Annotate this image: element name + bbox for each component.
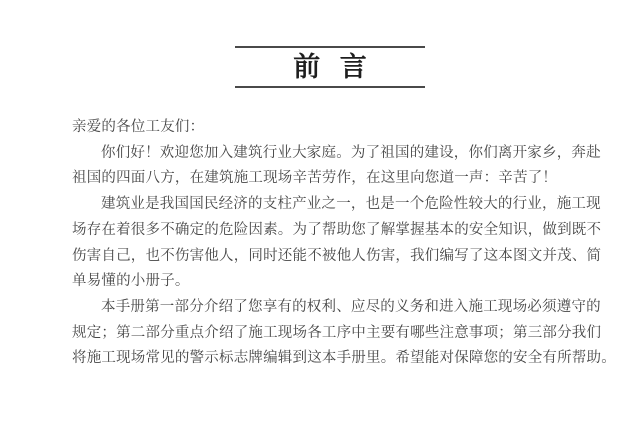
preface-line: 单易懂的小册子。 — [72, 273, 190, 290]
preface-line: 祖国的四面八方，在建筑施工现场辛苦劳作，在这里向您道一声：辛苦了！ — [72, 170, 558, 187]
preface-title-block — [235, 46, 425, 88]
preface-body — [72, 115, 616, 372]
salutation-line: 亲爱的各位工友们： — [72, 119, 205, 135]
preface-line: 本手册第一部分介绍了您享有的权利、应尽的义务和进入施工现场必须遵守的 — [101, 298, 601, 315]
preface-line: 场存在着很多不确定的危险因素。为了帮助您了解掌握基本的安全知识，做到既不 — [72, 221, 602, 238]
preface-line: 伤害自己，也不伤害他人，同时还能不被他人伤害，我们编写了这本图文并茂、简 — [72, 247, 602, 264]
preface-line: 将施工现场常见的警示标志牌编辑到这本手册里。希望能对保障您的安全有所帮助。 — [72, 350, 616, 367]
preface-line: 你们好！欢迎您加入建筑行业大家庭。为了祖国的建设，你们离开家乡，奔赴 — [101, 144, 601, 161]
preface-line: 建筑业是我国国民经济的支柱产业之一，也是一个危险性较大的行业，施工现 — [101, 196, 601, 213]
preface-line: 规定；第二部分重点介绍了施工现场各工序中主要有哪些注意事项；第三部分我们 — [72, 324, 602, 341]
page-title: 前 言 — [293, 51, 373, 82]
